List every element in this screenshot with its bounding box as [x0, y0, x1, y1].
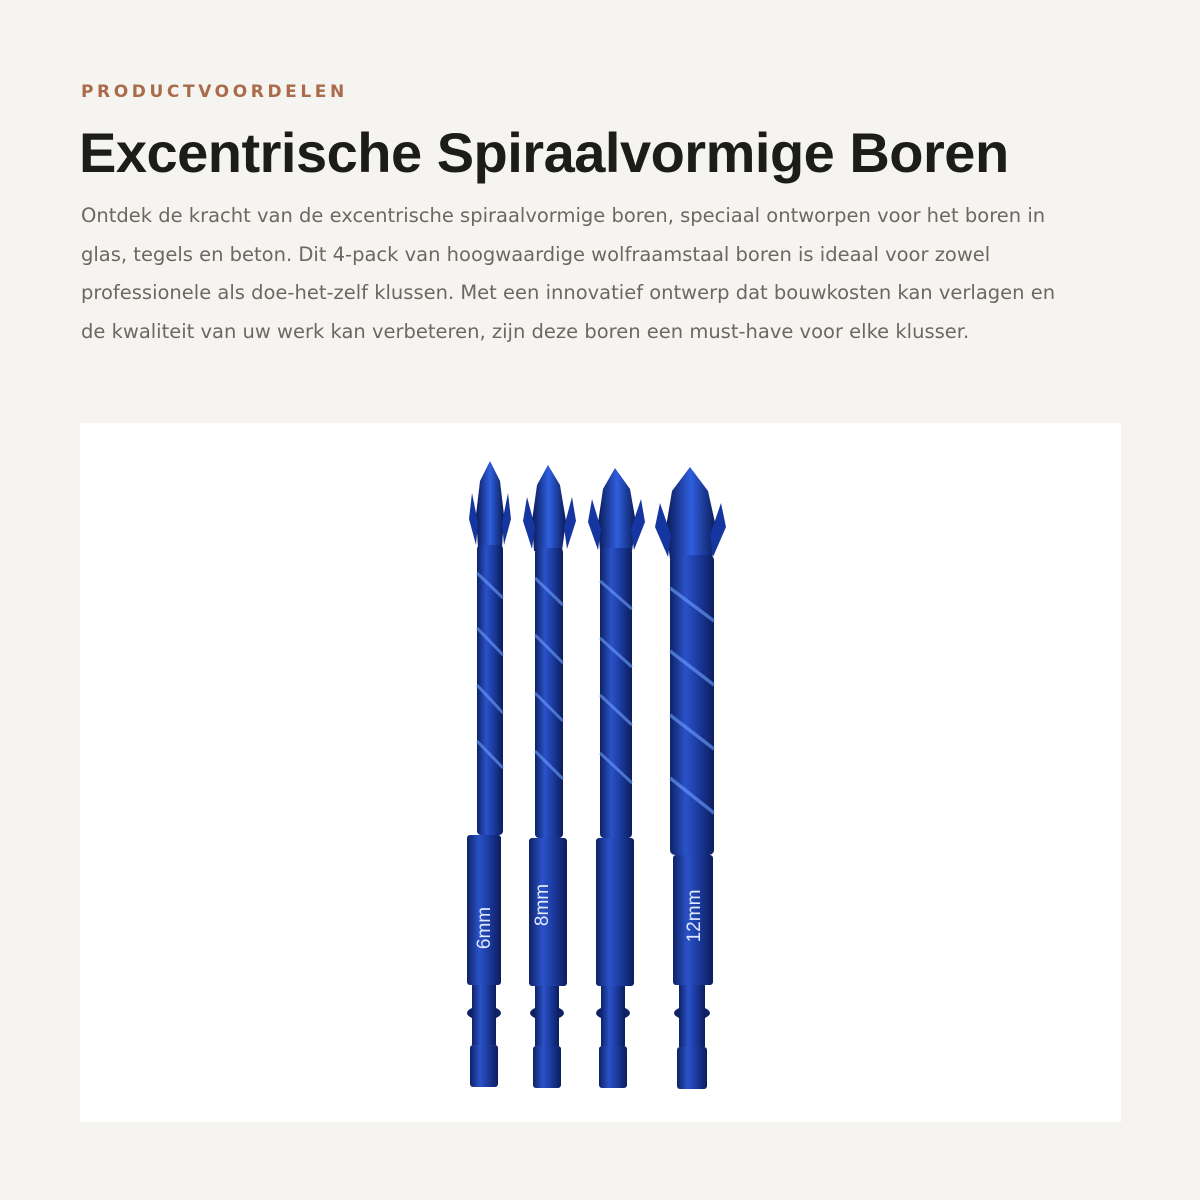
section-eyebrow: PRODUCTVOORDELEN	[81, 82, 348, 102]
drill-size-label: 6mm	[474, 906, 495, 950]
drill-bit-6mm	[467, 461, 511, 1087]
product-image	[80, 423, 1121, 1122]
section-description: Ontdek de kracht van de excentrische spiraalvormige boren, speciaal ontworpen voor het boren in glas, tegels en beton. Dit 4-pack van hoogwaardige wolfraamstaal boren is ideaal voor zowel professionele als doe-het-zelf klussen. Met een innovatief ontwerp dat bouwkosten kan verlagen en de kwaliteit van uw werk kan verbeteren, zijn deze boren een must-have voor elke klusser.	[81, 204, 1056, 343]
drill-bits-illustration	[80, 423, 1121, 1122]
drill-bit-10mm	[588, 468, 645, 1088]
drill-bit-12mm	[655, 467, 726, 1089]
drill-bit-8mm	[523, 465, 576, 1088]
section-title: Excentrische Spiraalvormige Boren	[79, 121, 1009, 184]
drill-size-label: 8mm	[532, 883, 553, 927]
drill-size-label: 12mm	[684, 889, 705, 943]
